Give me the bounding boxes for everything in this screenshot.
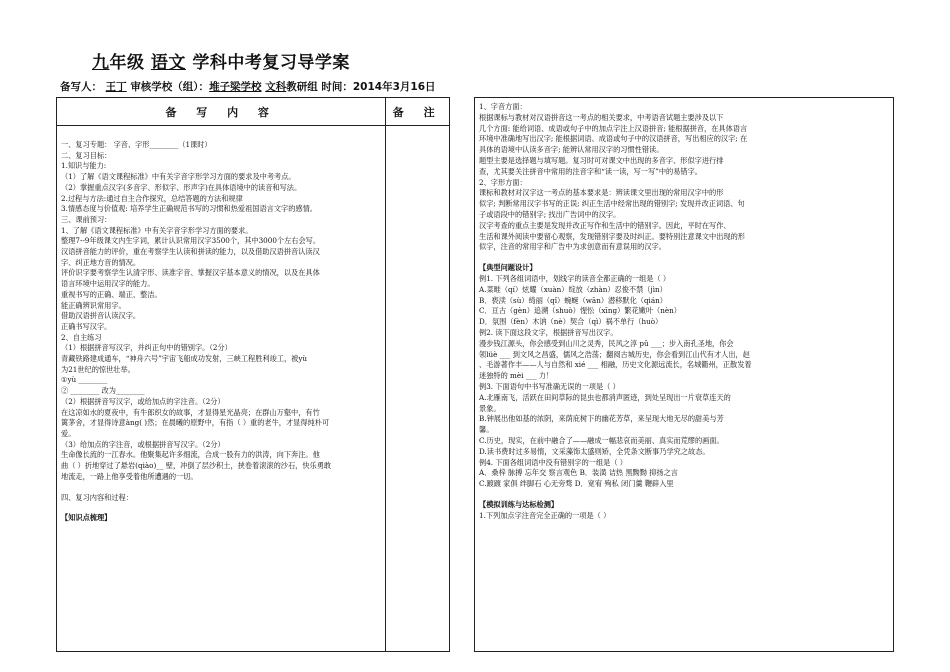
grade: 九 [92, 53, 110, 73]
text-line: （1）根据拼音写汉字，并纠正句中的错别字。（2分） [61, 343, 232, 353]
text-line: 地流走，一路上他享受着他所遭遇的一切。 [61, 471, 198, 481]
text-line: D.读书费时过多易惰，文采藻饰太盛则矫，全凭条文断事乃学究之故态。 [479, 446, 710, 456]
text-line: B．亵渎（sù）绮丽（qǐ）蜿蜒（wān）潜移默化（qián） [479, 295, 667, 305]
text-line: 篱茅舍，才显得诗意àng( )然；在晨曦的原野中，有指（ ）重的老牛，才显得纯朴可 [61, 418, 330, 428]
text-line: 、毛游著作丰——人与自然和 xié ___ 相融，历史文化源远流长，名城衢州，正散发着 [479, 360, 752, 370]
text-line: 领lüè ___ 到文风之昌盛，儒风之浩荡；翻阅古城历史，你会看到江山代有才人出，赵 [479, 349, 750, 359]
text-line: 1、字音方面： [479, 102, 527, 111]
text-line: 似字，注音的常用字和广告中为求创意而有意误用的汉字。 [479, 242, 666, 252]
text-line [479, 490, 889, 500]
text-line: A．桑梓 脉搏 忘年交 察言观色 B．装潢 诘热 黑黝黝 抑扬之言 [479, 468, 678, 478]
text-line: 二、复习目标： [61, 150, 112, 160]
text-line: ② ________ 改为________ [61, 386, 145, 396]
continuation-panel [474, 97, 894, 652]
text-line: 例4. 下面各组词语中没有错别字的一组是（ ） [479, 457, 627, 467]
text-line: A.菜畦（qí）炫耀（xuàn）绽放（zhàn）忍俊不禁（jìn） [479, 284, 667, 294]
text-line: 整理7--9年级课文内生字词，累计认识常用汉字3500个，其中3000个左右会写。 [61, 236, 321, 246]
text-line: 1、了解《语文课程标准》中有关字音字形学习方面的要求。 [61, 225, 253, 235]
text-line: D．氛围（fèn）木讷（nè）契合（qì）祸不单行（huò） [479, 317, 663, 327]
text-line: 1.下列加点字注音完全正确的一项是（ ） [479, 510, 611, 520]
text-line [479, 253, 889, 263]
text-line: 能正确辨识常用字。 [61, 300, 126, 310]
text-line: 四、复习内容和过程： [61, 492, 133, 502]
text-line [61, 503, 381, 513]
text-line: 汉字考查的重点主要是发现并改正写作和生活中的错别字。因此，平时在写作、 [479, 220, 731, 230]
text-line: 查，尤其要关注拼音中常用的注音字和“读一读，写一写”中的易错字。 [479, 166, 702, 176]
title-part2: 学科中考复习导学案 [192, 53, 350, 73]
text-line: 青藏铁路建成通车，“神舟六号”宇宙飞船成功发射，三峡工程胜利竣工，被yù [61, 354, 308, 364]
text-line: 根据课标与教材对汉语拼音这一考点的相关要求，中考语音试题主要涉及以下 [479, 112, 724, 122]
left-content [61, 140, 381, 524]
col-header-content: 备 写 内 容 [57, 98, 386, 126]
text-line: （2）掌握重点汉字(多音字、形似字、形声字)在具体语境中的读音和写法。 [61, 182, 302, 192]
text-line: 在这凉如水的夏夜中，有牛郎织女的故事，才显得星光晶亮；在群山万壑中，有竹 [61, 407, 320, 417]
text-line: 2、字形方面： [479, 177, 527, 187]
text-line: （2）根据拼音写汉字，或给加点的字注音。（2分） [61, 396, 225, 406]
text-line: （3）给加点的字注音，或根据拼音写汉字。（2分） [61, 439, 225, 449]
text-line: 3.情感态度与价值观: 培养学生正确规范书写的习惯和热爱祖国语言文字的感情。 [61, 204, 317, 214]
text-line: 几个方面: 能给词语、成语或句子中的加点字注上汉语拼音; 能根据拼音，在具体语言 [479, 123, 748, 133]
content-cell [57, 126, 386, 652]
page-title [92, 48, 350, 73]
text-line: 迷独特的 mèi ___ 力！ [479, 371, 554, 381]
text-line: 1.知识与能力: [61, 161, 107, 171]
text-line: 子或语段中的错别字; 找出广告词中的汉字。 [479, 209, 621, 219]
school-label: 审核学校（组）： [130, 81, 210, 93]
text-line: C．亘古（gèn）追溯（shuò）惺忪（xīng）繁花嫩叶（nèn） [479, 306, 681, 316]
col-header-notes: 备 注 [386, 98, 450, 126]
text-line: 课标和教材对汉字这一考点的基本要求是：辨读课文里出现的常用汉字中的形 [479, 188, 724, 198]
text-line: 为21世纪的惊世壮举。 [61, 364, 135, 374]
text-line: 重视书写的正确、端正、整洁。 [61, 289, 162, 299]
text-line: 借助汉语拼音认读汉字。 [61, 311, 141, 321]
text-line: 【模拟训练与达标检测】 [479, 499, 559, 509]
text-line: 曲（ ）折地穿过了悬岩(qiào)__ 壁，冲倒了层沙积土，挟卷着滚滚的沙石，快乐勇敢 [61, 461, 332, 471]
text-line: 漫步钱江源头，你会感受到山川之灵秀，民风之淳 pǔ ___；步入南孔圣地，你会 [479, 338, 734, 348]
right-content [479, 102, 889, 521]
meta-line [60, 79, 436, 94]
text-line [61, 483, 381, 493]
subject: 语文 [150, 53, 186, 73]
text-line: 评价识字要考察学生认清字形、读准字音、掌握汉字基本意义的情况，以及在具体 [61, 268, 320, 278]
text-line: B.钟展出他如基的浓阴，来荫庇树下的幽花芳草，来呈现大地无尽的甜美与芳 [479, 414, 724, 424]
text-line: 例1. 下列各组词语中，划线字的读音全都正确的一组是（ ） [479, 273, 671, 283]
text-line: A.北雁南飞，活跃在田间草际的昆虫也都消声匿迹，到处呈现出一片衰草连天的 [479, 392, 731, 402]
writer-label: 备写人： [60, 81, 102, 93]
text-line: 例2. 读下面这段文字，根据拼音写出汉字。 [479, 327, 618, 337]
text-line: 似字; 判断常用汉字书写的正误; 纠正生活中经常出现的错别字; 发现并改正词语、句 [479, 199, 745, 209]
text-line: 正确书写汉字。 [61, 321, 112, 331]
text-line: 具体的语境中认读多音字; 能辨认常用汉字的习惯性错读。 [479, 145, 664, 155]
text-line: 爱。 [61, 428, 76, 438]
text-line: 三、课前预习： [61, 214, 112, 224]
text-line: 【知识点梳理】 [61, 513, 112, 523]
text-line: （1）了解《语文课程标准》中有关字音字形学习方面的要求及中考考点。 [61, 172, 296, 182]
text-line: 字、纠正地方音的情况。 [61, 257, 141, 267]
text-line: 语言环境中运用汉字的能力。 [61, 279, 155, 289]
text-line: C.踱踱 家俱 绊脚石 心无旁骛 D．宽宥 殉私 闭门羹 鞭辟入里 [479, 479, 674, 489]
text-line: 2.过程与方法:通过自主合作探究，总结答题的方法和规律 [61, 193, 243, 203]
text-line: 题型主要是选择题与填写题。复习时可对课文中出现的多音字、形似字进行排 [479, 155, 724, 165]
text-line: 一、复习专题： 字音、字形________（1课时） [61, 140, 212, 149]
text-line: 馨。 [479, 425, 494, 435]
group-suffix: 教研组 [286, 81, 318, 93]
text-line: 汉语拼音能力的评价，重在考察学生认读和拼读的能力，以及借助汉语拼音认读汉 [61, 247, 320, 257]
school-name: 堆子梁学校 [209, 81, 262, 93]
text-line: 【典型问题设计】 [479, 263, 537, 273]
writer-name: 王丁 [105, 81, 127, 93]
group-name: 文科 [265, 81, 287, 93]
text-line: 2、自主练习 [61, 332, 102, 342]
text-line: 例3. 下面语句中书写准确无误的一项是（ ） [479, 381, 620, 391]
text-line: C.历史，现实，在前中融合了——融成一幅悲哀而美丽、真实而荒缪的画面。 [479, 435, 724, 445]
text-line: ①yù ________ [61, 375, 108, 385]
content-table [56, 97, 450, 652]
text-line: 环境中准确地写出汉字; 能根据词语、成语或句子中的汉语拼音，写出相应的汉字; 在 [479, 134, 748, 144]
date: 时间：2014年3月16日 [321, 81, 436, 93]
text-line: 生活和课外阅读中要留心观察，发现错别字要及时纠正。要特别注意课文中出现的形 [479, 231, 745, 241]
text-line: 生命像长流的一江春水。他聚集起许多细流，合成一股有力的洪涛，向下奔注。他 [61, 450, 320, 460]
text-line: 景象。 [479, 403, 501, 413]
title-part1: 年级 [109, 53, 145, 73]
notes-cell [386, 126, 450, 652]
